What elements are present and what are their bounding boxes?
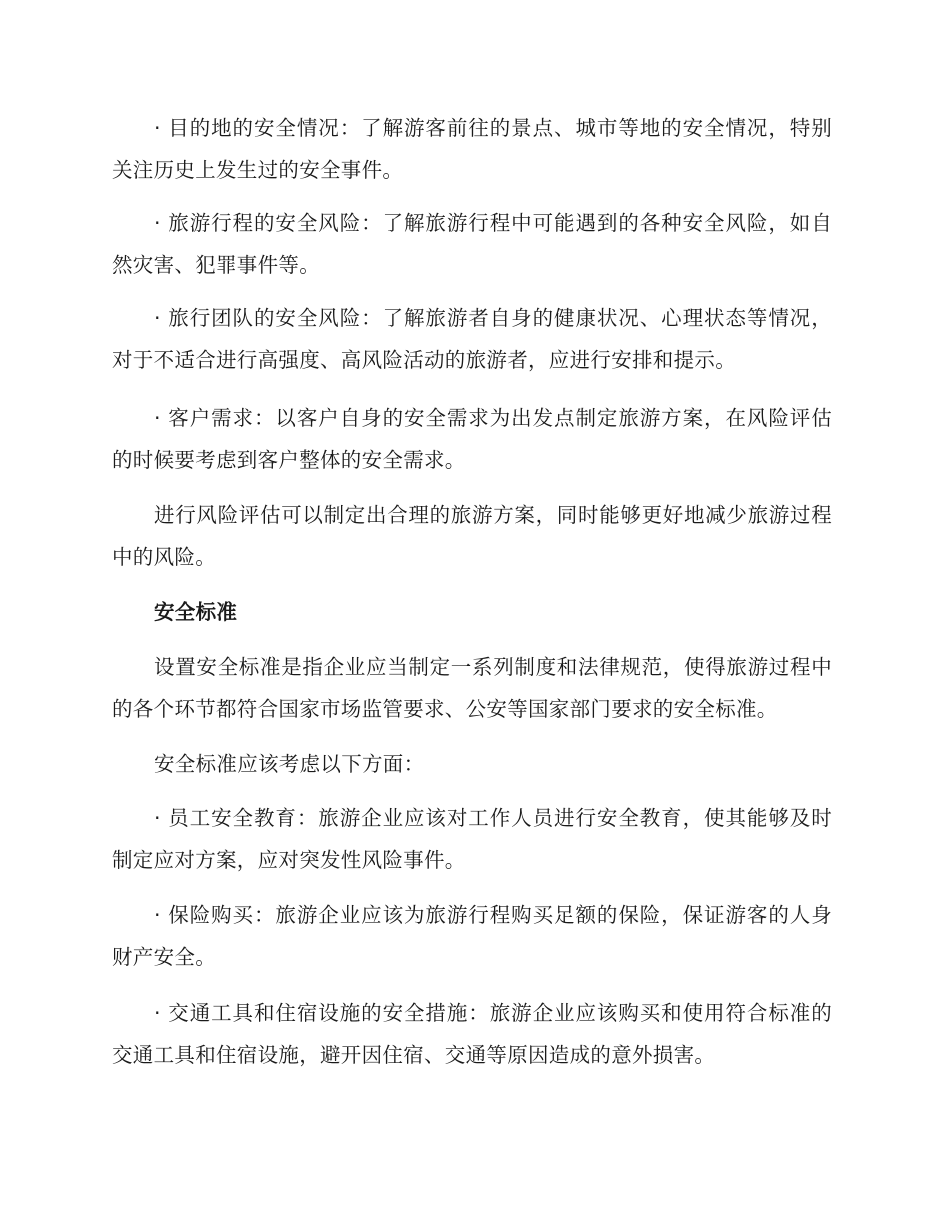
paragraph-risk-assessment-summary: 进行风险评估可以制定出合理的旅游方案，同时能够更好地减少旅游过程中的风险。 <box>112 503 832 569</box>
paragraph-insurance: · 保险购买：旅游企业应该为旅游行程购买足额的保险，保证游客的人身财产安全。 <box>112 903 832 969</box>
paragraph-team-risk: · 旅行团队的安全风险：了解旅游者自身的健康状况、心理状态等情况，对于不适合进行高强度、高风险活动的旅游者，应进行安排和提示。 <box>112 306 832 372</box>
paragraph-itinerary-risk: · 旅游行程的安全风险：了解旅游行程中可能遇到的各种安全风险，如自然灾害、犯罪事件等。 <box>112 211 832 277</box>
paragraph-transport-lodging: · 交通工具和住宿设施的安全措施：旅游企业应该购买和使用符合标准的交通工具和住宿设施，避开因住宿、交通等原因造成的意外损害。 <box>112 1001 832 1067</box>
paragraph-safety-standards-intro: 设置安全标准是指企业应当制定一系列制度和法律规范，使得旅游过程中的各个环节都符合国家市场监管要求、公安等国家部门要求的安全标准。 <box>112 655 832 721</box>
paragraph-standards-aspects: 安全标准应该考虑以下方面： <box>154 752 425 776</box>
paragraph-customer-needs: · 客户需求：以客户自身的安全需求为出发点制定旅游方案，在风险评估的时候要考虑到客户整体的安全需求。 <box>112 406 832 472</box>
paragraph-destination-safety: · 目的地的安全情况：了解游客前往的景点、城市等地的安全情况，特别关注历史上发生过的安全事件。 <box>112 116 832 182</box>
section-heading-safety-standards: 安全标准 <box>154 600 238 624</box>
paragraph-staff-education: · 员工安全教育：旅游企业应该对工作人员进行安全教育，使其能够及时制定应对方案，应对突发性风险事件。 <box>112 806 832 872</box>
